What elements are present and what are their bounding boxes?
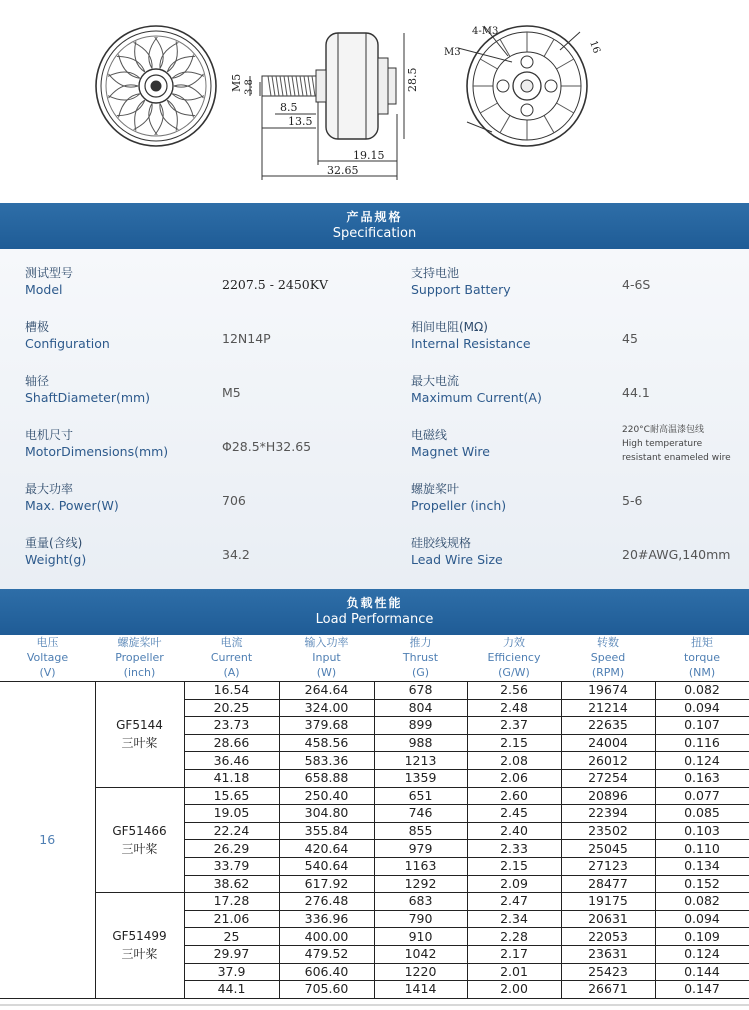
front-spoke bbox=[149, 37, 157, 69]
motor-rear-view bbox=[444, 26, 602, 146]
table-cell: 2.47 bbox=[467, 893, 561, 911]
load-performance-title-cn: 负载性能 bbox=[346, 596, 403, 610]
spec-label bbox=[25, 427, 168, 461]
table-cell: 458.56 bbox=[279, 734, 374, 752]
column-header bbox=[561, 635, 655, 680]
column-header-cn: 扭矩 bbox=[691, 636, 713, 649]
table-cell: 420.64 bbox=[279, 840, 374, 858]
table-cell: 2.37 bbox=[467, 717, 561, 735]
table-cell: 988 bbox=[374, 734, 467, 752]
spec-label bbox=[411, 265, 511, 299]
column-header-en: Propeller bbox=[115, 651, 164, 664]
table-cell: 25423 bbox=[561, 963, 655, 981]
propeller-model: GF51499 bbox=[112, 929, 167, 944]
table-cell: 26.29 bbox=[184, 840, 279, 858]
table-cell: 0.116 bbox=[655, 734, 749, 752]
column-header bbox=[467, 635, 561, 680]
table-cell: 804 bbox=[374, 699, 467, 717]
table-cell: 0.107 bbox=[655, 717, 749, 735]
table-cell: 24004 bbox=[561, 734, 655, 752]
table-cell: 2.34 bbox=[467, 910, 561, 928]
table-cell: 0.109 bbox=[655, 928, 749, 946]
table-cell: 606.40 bbox=[279, 963, 374, 981]
column-header-unit: (G) bbox=[411, 666, 430, 679]
table-cell: 2.15 bbox=[467, 857, 561, 875]
front-spoke bbox=[117, 100, 145, 116]
column-header bbox=[374, 635, 467, 680]
table-cell: 617.92 bbox=[279, 875, 374, 893]
spec-value: 20#AWG,140mm bbox=[622, 547, 731, 562]
table-cell: 2.56 bbox=[467, 682, 561, 700]
table-cell: 683 bbox=[374, 893, 467, 911]
table-cell: 38.62 bbox=[184, 875, 279, 893]
column-header-cn: 转数 bbox=[597, 636, 619, 649]
spec-label bbox=[411, 481, 506, 515]
table-cell: 36.46 bbox=[184, 752, 279, 770]
spec-label-en: Propeller (inch) bbox=[411, 498, 507, 513]
front-spoke bbox=[149, 104, 157, 136]
spec-label-cn: 螺旋桨叶 bbox=[411, 482, 460, 496]
column-header bbox=[655, 635, 749, 680]
column-header-en: Thrust bbox=[402, 651, 439, 664]
table-cell: 22394 bbox=[561, 805, 655, 823]
spec-label bbox=[25, 481, 119, 515]
dim-8-5: 8.5 bbox=[280, 101, 298, 114]
rear-rib bbox=[556, 59, 573, 69]
column-header-en: Current bbox=[210, 651, 253, 664]
spec-label-en: Internal Resistance bbox=[411, 336, 531, 351]
table-cell: 0.094 bbox=[655, 910, 749, 928]
column-header-en: torque bbox=[683, 651, 721, 664]
spec-label-cn: 最大电流 bbox=[411, 374, 460, 388]
table-cell: 979 bbox=[374, 840, 467, 858]
spec-value: Φ28.5*H32.65 bbox=[222, 439, 312, 454]
spec-label-en: Support Battery bbox=[411, 282, 511, 297]
rear-rib bbox=[544, 115, 554, 132]
spec-label-cn: 电机尺寸 bbox=[25, 428, 74, 442]
table-cell: 0.147 bbox=[655, 981, 749, 999]
table-cell: 28477 bbox=[561, 875, 655, 893]
table-cell: 2.17 bbox=[467, 945, 561, 963]
spec-value: 12N14P bbox=[222, 331, 271, 346]
spec-label bbox=[411, 319, 531, 353]
propeller-cell bbox=[95, 787, 184, 893]
specification-title-cn: 产品规格 bbox=[346, 210, 403, 224]
table-row bbox=[0, 893, 749, 911]
label-m3: M3 bbox=[444, 47, 461, 58]
spec-label-en: Magnet Wire bbox=[411, 444, 490, 459]
spec-label-en: Weight(g) bbox=[25, 552, 87, 567]
spec-label bbox=[411, 427, 490, 461]
front-spoke bbox=[160, 104, 179, 130]
table-cell: 855 bbox=[374, 822, 467, 840]
spec-label bbox=[25, 265, 73, 299]
table-cell: 651 bbox=[374, 787, 467, 805]
spec-value-line: resistant enameled wire bbox=[622, 453, 731, 463]
table-cell: 2.01 bbox=[467, 963, 561, 981]
specification-title-en: Specification bbox=[332, 226, 417, 241]
propeller-model: GF51466 bbox=[112, 823, 167, 838]
table-cell: 25 bbox=[184, 928, 279, 946]
spec-label-cn: 轴径 bbox=[25, 374, 50, 388]
spec-value-line: High temperature bbox=[622, 439, 703, 449]
front-spoke bbox=[167, 100, 195, 116]
table-cell: 790 bbox=[374, 910, 467, 928]
table-cell: 21214 bbox=[561, 699, 655, 717]
table-cell: 19175 bbox=[561, 893, 655, 911]
dim-3-8: 3.8 bbox=[244, 79, 255, 95]
table-cell: 22.24 bbox=[184, 822, 279, 840]
spec-label bbox=[25, 319, 110, 353]
table-cell: 44.1 bbox=[184, 981, 279, 999]
table-cell: 324.00 bbox=[279, 699, 374, 717]
rear-rib bbox=[480, 59, 497, 69]
column-header-unit: (W) bbox=[316, 666, 337, 679]
spec-label-cn: 硅胶线规格 bbox=[411, 536, 472, 550]
load-performance-table bbox=[0, 681, 749, 999]
table-cell: 22053 bbox=[561, 928, 655, 946]
table-cell: 0.077 bbox=[655, 787, 749, 805]
table-cell: 2.06 bbox=[467, 769, 561, 787]
voltage-cell: 16 bbox=[0, 682, 95, 999]
table-cell: 17.28 bbox=[184, 893, 279, 911]
table-cell: 26012 bbox=[561, 752, 655, 770]
spec-value: 5-6 bbox=[622, 493, 643, 508]
spec-value: 34.2 bbox=[222, 547, 250, 562]
column-header-cn: 电流 bbox=[220, 636, 243, 649]
spec-label-en: Max. Power(W) bbox=[25, 498, 119, 513]
bottom-divider bbox=[0, 1004, 749, 1006]
table-cell: 400.00 bbox=[279, 928, 374, 946]
table-cell: 37.9 bbox=[184, 963, 279, 981]
table-cell: 746 bbox=[374, 805, 467, 823]
specification-header bbox=[0, 203, 749, 249]
table-cell: 2.33 bbox=[467, 840, 561, 858]
spec-label-cn: 电磁线 bbox=[411, 428, 448, 442]
spec-value: 4-6S bbox=[622, 277, 651, 292]
table-cell: 33.79 bbox=[184, 857, 279, 875]
table-cell: 23631 bbox=[561, 945, 655, 963]
spec-label-cn: 重量(含线) bbox=[25, 536, 83, 550]
load-performance-title-en: Load Performance bbox=[315, 612, 434, 627]
table-cell: 2.08 bbox=[467, 752, 561, 770]
table-cell: 2.09 bbox=[467, 875, 561, 893]
front-spoke bbox=[155, 37, 163, 69]
motor-front-view bbox=[96, 26, 216, 146]
dim-28-5: 28.5 bbox=[406, 67, 419, 92]
column-header-en: Voltage bbox=[26, 651, 69, 664]
column-header-unit: (A) bbox=[223, 666, 240, 679]
spec-label-cn: 槽极 bbox=[25, 320, 50, 334]
column-header-unit: (G/W) bbox=[498, 666, 530, 679]
table-cell: 1213 bbox=[374, 752, 467, 770]
column-header bbox=[279, 635, 374, 680]
table-cell: 27123 bbox=[561, 857, 655, 875]
column-header bbox=[95, 635, 184, 680]
table-cell: 0.110 bbox=[655, 840, 749, 858]
spec-label-en: Model bbox=[25, 282, 63, 297]
dim-19-15: 19.15 bbox=[353, 149, 385, 162]
table-cell: 1359 bbox=[374, 769, 467, 787]
dim-32-65: 32.65 bbox=[327, 164, 359, 177]
table-cell: 29.97 bbox=[184, 945, 279, 963]
spec-value: 706 bbox=[222, 493, 246, 508]
table-cell: 2.28 bbox=[467, 928, 561, 946]
table-cell: 22635 bbox=[561, 717, 655, 735]
table-cell: 0.152 bbox=[655, 875, 749, 893]
table-cell: 2.60 bbox=[467, 787, 561, 805]
table-cell: 276.48 bbox=[279, 893, 374, 911]
table-cell: 25045 bbox=[561, 840, 655, 858]
column-header-en: Input bbox=[312, 651, 341, 664]
table-cell: 0.103 bbox=[655, 822, 749, 840]
table-cell: 0.094 bbox=[655, 699, 749, 717]
dim-13-5: 13.5 bbox=[288, 115, 313, 128]
propeller-cell bbox=[95, 682, 184, 788]
spec-label-cn: 测试型号 bbox=[25, 266, 74, 280]
spec-label-cn: 支持电池 bbox=[411, 266, 460, 280]
table-cell: 23.73 bbox=[184, 717, 279, 735]
column-header-unit: (NM) bbox=[688, 666, 716, 679]
table-cell: 678 bbox=[374, 682, 467, 700]
spec-value: M5 bbox=[222, 385, 241, 400]
column-header bbox=[0, 635, 95, 680]
table-cell: 479.52 bbox=[279, 945, 374, 963]
table-cell: 19674 bbox=[561, 682, 655, 700]
table-cell: 2.40 bbox=[467, 822, 561, 840]
table-cell: 705.60 bbox=[279, 981, 374, 999]
spec-label bbox=[25, 373, 150, 407]
propeller-model: GF5144 bbox=[116, 718, 163, 733]
table-cell: 21.06 bbox=[184, 910, 279, 928]
spec-label-en: Lead Wire Size bbox=[411, 552, 503, 567]
spec-label bbox=[411, 535, 503, 569]
column-header-cn: 电压 bbox=[36, 636, 59, 649]
propeller-type: 三叶桨 bbox=[121, 841, 158, 856]
table-cell: 23502 bbox=[561, 822, 655, 840]
spec-value: 2207.5 - 2450KV bbox=[222, 277, 329, 292]
table-cell: 16.54 bbox=[184, 682, 279, 700]
spec-label-en: ShaftDiameter(mm) bbox=[25, 390, 151, 405]
table-cell: 0.134 bbox=[655, 857, 749, 875]
table-cell: 15.65 bbox=[184, 787, 279, 805]
specification-panel bbox=[0, 249, 749, 589]
table-cell: 2.00 bbox=[467, 981, 561, 999]
spec-label-cn: 相间电阻(MΩ) bbox=[411, 320, 488, 334]
table-cell: 1220 bbox=[374, 963, 467, 981]
table-cell: 20896 bbox=[561, 787, 655, 805]
motor-side-view bbox=[230, 33, 419, 180]
table-cell: 0.144 bbox=[655, 963, 749, 981]
propeller-type: 三叶桨 bbox=[121, 947, 158, 962]
spec-label-cn: 最大功率 bbox=[25, 482, 74, 496]
column-header-unit: (inch) bbox=[123, 666, 156, 679]
load-performance-header bbox=[0, 589, 749, 635]
front-spoke bbox=[134, 42, 153, 68]
table-cell: 899 bbox=[374, 717, 467, 735]
table-cell: 0.082 bbox=[655, 893, 749, 911]
front-spoke bbox=[167, 56, 195, 72]
table-cell: 336.96 bbox=[279, 910, 374, 928]
table-cell: 1163 bbox=[374, 857, 467, 875]
column-header-cn: 力效 bbox=[503, 636, 525, 649]
column-header-en: Speed bbox=[590, 651, 626, 664]
table-cell: 28.66 bbox=[184, 734, 279, 752]
rear-rib bbox=[500, 115, 510, 132]
table-cell: 379.68 bbox=[279, 717, 374, 735]
table-cell: 20631 bbox=[561, 910, 655, 928]
dim-shaft-m5: M5 bbox=[230, 73, 243, 92]
table-cell: 583.36 bbox=[279, 752, 374, 770]
table-cell: 2.45 bbox=[467, 805, 561, 823]
spec-label-en: MotorDimensions(mm) bbox=[25, 444, 169, 459]
spec-label-en: Maximum Current(A) bbox=[411, 390, 542, 405]
column-header-unit: (V) bbox=[39, 666, 56, 679]
table-cell: 19.05 bbox=[184, 805, 279, 823]
column-header bbox=[184, 635, 279, 680]
table-cell: 0.082 bbox=[655, 682, 749, 700]
table-cell: 0.124 bbox=[655, 752, 749, 770]
motor-technical-drawings bbox=[0, 0, 749, 203]
table-cell: 20.25 bbox=[184, 699, 279, 717]
spec-label bbox=[25, 535, 86, 569]
table-cell: 304.80 bbox=[279, 805, 374, 823]
column-header-cn: 推力 bbox=[409, 636, 432, 649]
spec-label-en: Configuration bbox=[25, 336, 110, 351]
rear-rib bbox=[544, 39, 554, 56]
column-header-unit: (RPM) bbox=[591, 666, 625, 679]
table-cell: 0.085 bbox=[655, 805, 749, 823]
propeller-cell bbox=[95, 893, 184, 999]
label-4-m3: 4-M3 bbox=[472, 26, 499, 37]
column-header-en: Efficiency bbox=[487, 651, 541, 664]
spec-value-line: 220°C耐高温漆包线 bbox=[622, 425, 704, 435]
rear-rib bbox=[556, 103, 573, 113]
table-cell: 355.84 bbox=[279, 822, 374, 840]
table-cell: 2.48 bbox=[467, 699, 561, 717]
column-header-cn: 输入功率 bbox=[304, 636, 349, 649]
table-cell: 2.15 bbox=[467, 734, 561, 752]
spec-value: 45 bbox=[622, 331, 638, 346]
table-cell: 1292 bbox=[374, 875, 467, 893]
propeller-type: 三叶桨 bbox=[121, 736, 158, 751]
table-cell: 41.18 bbox=[184, 769, 279, 787]
table-cell: 26671 bbox=[561, 981, 655, 999]
table-cell: 540.64 bbox=[279, 857, 374, 875]
table-cell: 910 bbox=[374, 928, 467, 946]
table-cell: 1042 bbox=[374, 945, 467, 963]
rear-rib bbox=[480, 103, 497, 113]
table-cell: 264.64 bbox=[279, 682, 374, 700]
table-row bbox=[0, 682, 749, 700]
table-cell: 0.163 bbox=[655, 769, 749, 787]
load-table-header bbox=[0, 635, 749, 681]
front-spoke bbox=[117, 56, 145, 72]
table-cell: 0.124 bbox=[655, 945, 749, 963]
table-cell: 250.40 bbox=[279, 787, 374, 805]
table-cell: 1414 bbox=[374, 981, 467, 999]
spec-value: 44.1 bbox=[622, 385, 650, 400]
label-16: 16 bbox=[587, 39, 602, 55]
table-cell: 658.88 bbox=[279, 769, 374, 787]
table-row bbox=[0, 787, 749, 805]
front-spoke bbox=[155, 104, 163, 136]
table-cell: 27254 bbox=[561, 769, 655, 787]
spec-label bbox=[411, 373, 542, 407]
column-header-cn: 螺旋桨叶 bbox=[117, 636, 162, 649]
